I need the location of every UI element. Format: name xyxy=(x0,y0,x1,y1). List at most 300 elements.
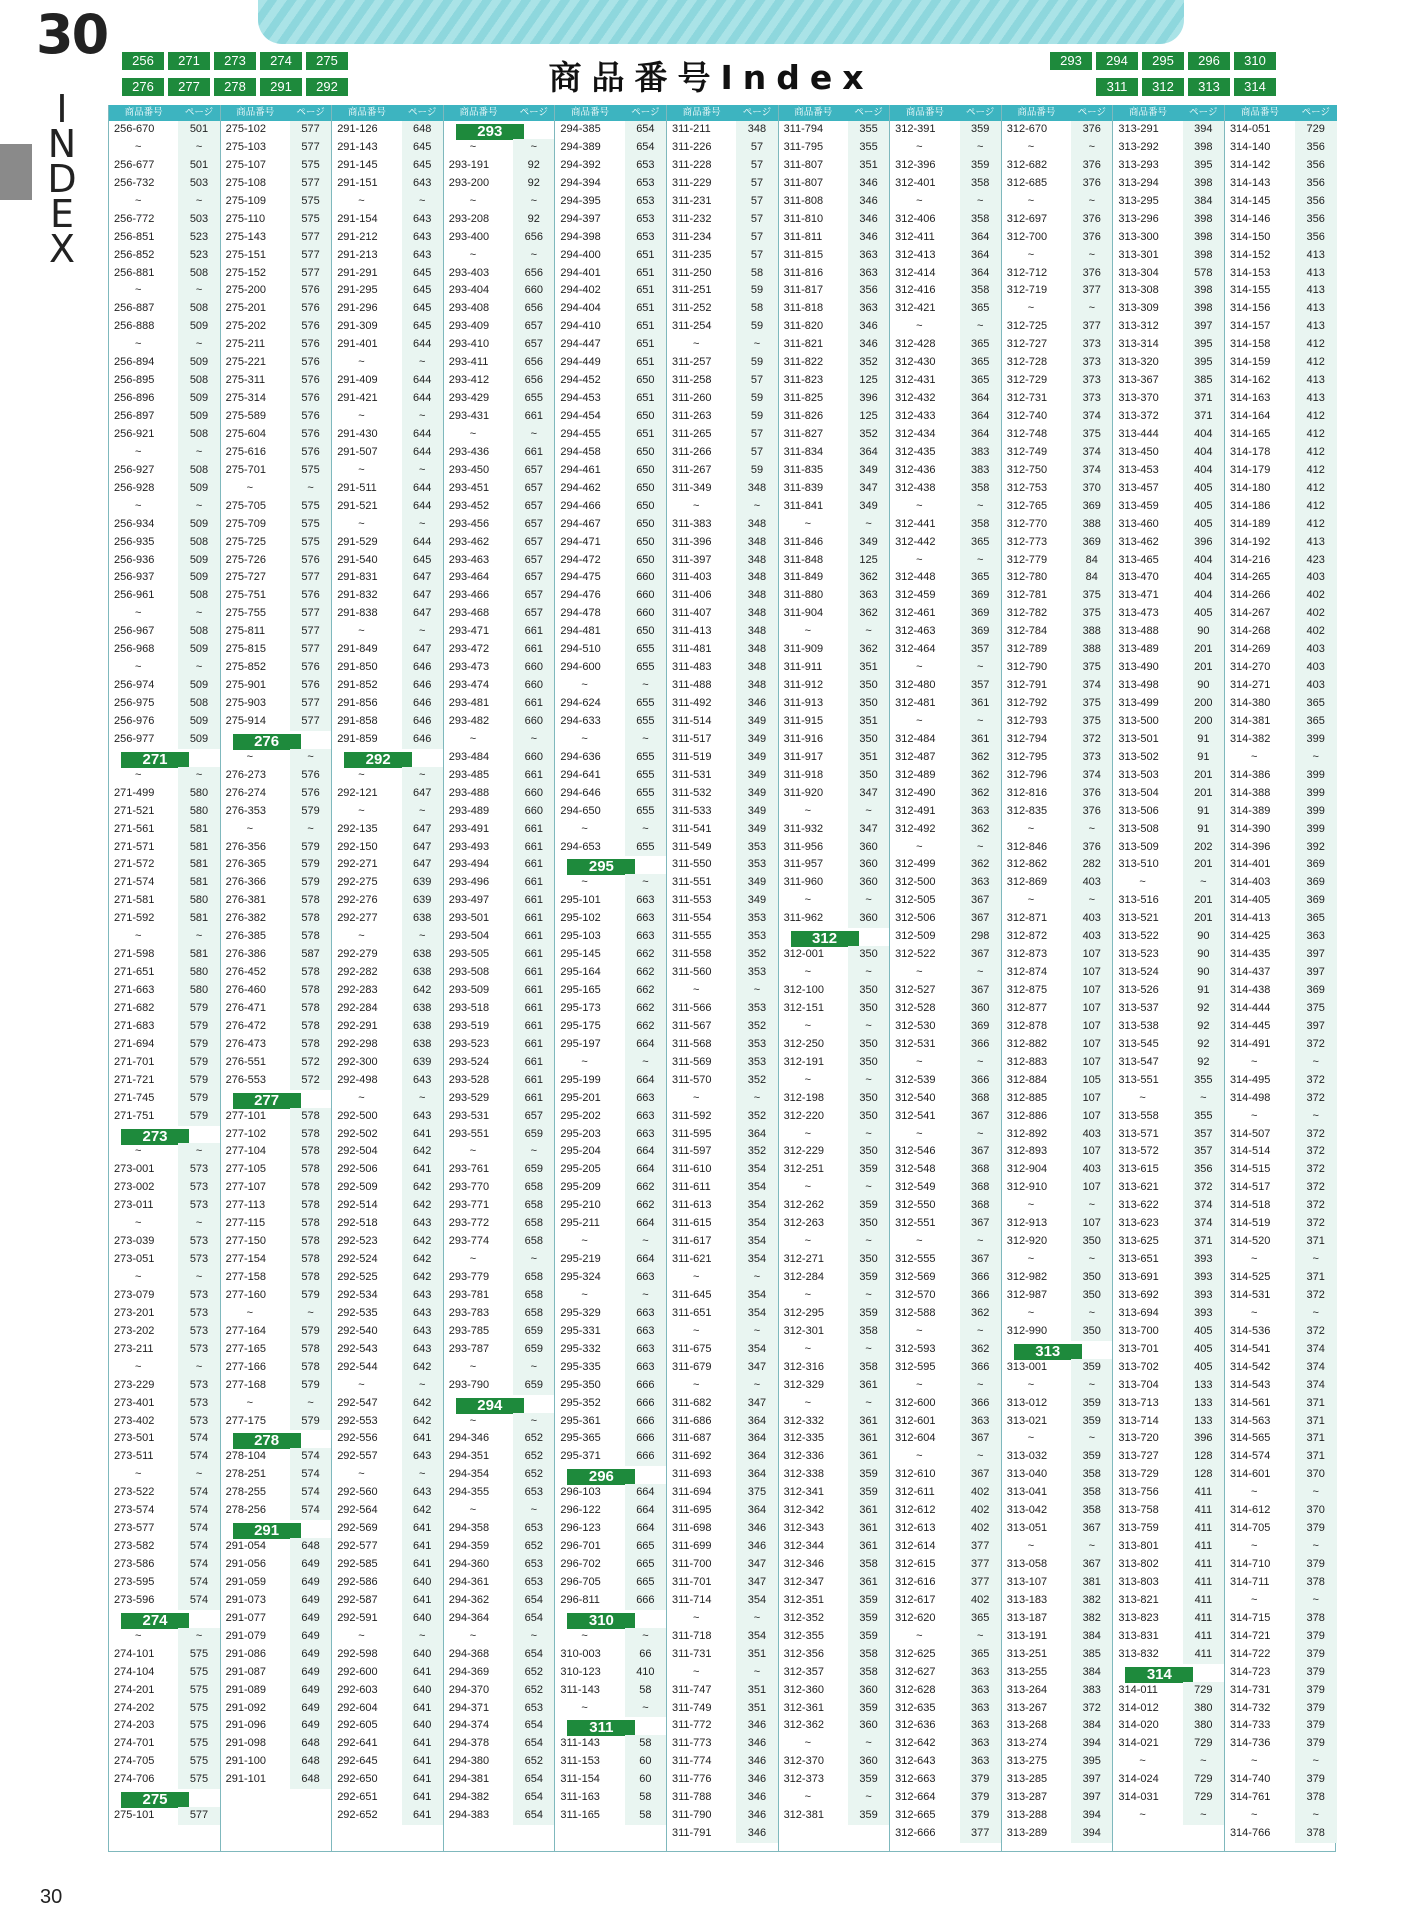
product-number: 313-651 xyxy=(1118,1253,1159,1266)
table-row xyxy=(890,247,1001,265)
product-number: 292-600 xyxy=(337,1665,378,1678)
table-row xyxy=(555,1430,666,1448)
page-ref: 576 xyxy=(290,318,331,336)
table-row xyxy=(779,767,890,785)
page-ref: 394 xyxy=(1071,1735,1112,1753)
page-ref: 661 xyxy=(513,1090,554,1108)
product-number: 311-407 xyxy=(671,607,712,620)
header-page: ページ xyxy=(742,107,772,118)
table-row xyxy=(667,480,778,498)
range-badge: 276 xyxy=(122,78,164,96)
page-ref: 501 xyxy=(178,157,219,175)
table-row xyxy=(1002,229,1113,247)
page-ref: 653 xyxy=(625,193,666,211)
table-row xyxy=(779,569,890,587)
page-ref: ~ xyxy=(1295,1538,1337,1556)
product-number: 314-491 xyxy=(1229,1037,1271,1050)
table-row xyxy=(109,1520,220,1538)
table-row xyxy=(444,1592,555,1610)
product-number: 312-910 xyxy=(1006,1181,1048,1194)
page-ref: 646 xyxy=(402,731,443,749)
page-ref: 349 xyxy=(736,731,777,749)
product-number: 293-191 xyxy=(448,158,490,171)
page-ref: ~ xyxy=(736,1664,777,1682)
product-number: 273-574 xyxy=(114,1504,155,1517)
product-number: 294-400 xyxy=(560,248,601,261)
table-row xyxy=(1002,1753,1113,1771)
product-number: 292-652 xyxy=(337,1809,378,1822)
table-row xyxy=(221,1072,332,1090)
table-row xyxy=(1225,139,1337,157)
table-row xyxy=(555,462,666,480)
product-number: 275-755 xyxy=(225,607,266,620)
table-row xyxy=(221,677,332,695)
product-number: ~ xyxy=(135,1145,142,1158)
range-badge: 292 xyxy=(306,78,348,96)
table-row xyxy=(221,856,332,874)
table-row xyxy=(221,713,332,731)
product-number: 292-525 xyxy=(337,1271,378,1283)
page-ref: ~ xyxy=(1183,1090,1224,1108)
product-number: 314-711 xyxy=(1229,1575,1270,1588)
product-number: 312-779 xyxy=(1006,553,1048,566)
page-title: 商品番号Index xyxy=(548,58,874,97)
table-row xyxy=(555,623,666,641)
page-ref: 641 xyxy=(402,1126,443,1144)
product-number: 312-697 xyxy=(1006,212,1048,225)
product-number: 312-892 xyxy=(1006,1127,1048,1140)
range-badge: 291 xyxy=(260,78,302,96)
page-ref: 107 xyxy=(1071,982,1112,1000)
page-ref: 348 xyxy=(736,677,777,695)
page-ref: 369 xyxy=(960,587,1001,605)
page-ref: 574 xyxy=(290,1466,331,1484)
page-ref: 397 xyxy=(1071,1771,1112,1789)
table-row xyxy=(779,1753,890,1771)
product-number: 311-920 xyxy=(783,786,824,799)
product-number: 275-221 xyxy=(225,356,266,369)
product-number: 312-438 xyxy=(895,481,936,494)
product-number: ~ xyxy=(469,1629,477,1642)
product-number: 256-936 xyxy=(114,553,155,566)
product-number: 311-823 xyxy=(783,374,824,387)
table-row xyxy=(667,318,778,336)
product-number: 293-468 xyxy=(448,607,490,620)
table-row xyxy=(890,1717,1001,1735)
table-row xyxy=(667,767,778,785)
table-row xyxy=(332,1036,443,1054)
section-badge: 275 xyxy=(109,1789,220,1807)
table-row xyxy=(1002,408,1113,426)
table-row xyxy=(1225,1036,1337,1054)
product-number: 292-543 xyxy=(337,1342,378,1355)
table-row xyxy=(779,1269,890,1287)
product-number: 314-179 xyxy=(1229,463,1271,476)
product-number: 312-987 xyxy=(1006,1288,1048,1301)
table-row xyxy=(779,1395,890,1413)
product-number: 313-187 xyxy=(1006,1611,1048,1624)
product-number: 313-450 xyxy=(1118,445,1159,458)
table-row xyxy=(890,265,1001,283)
product-number: 313-523 xyxy=(1118,948,1159,961)
product-number: 291-126 xyxy=(337,123,378,135)
product-number: 312-540 xyxy=(895,1091,936,1104)
product-number: 295-145 xyxy=(560,948,601,961)
page-ref: 84 xyxy=(1071,552,1112,570)
page-ref: 581 xyxy=(178,839,219,857)
page-ref: 651 xyxy=(625,247,666,265)
product-number: ~ xyxy=(1027,1199,1035,1212)
product-number: ~ xyxy=(1027,194,1035,207)
product-number: 311-816 xyxy=(783,266,824,279)
table-row xyxy=(221,910,332,928)
page-ref: 655 xyxy=(625,641,666,659)
page-ref: 359 xyxy=(1071,1395,1112,1413)
product-number: 314-731 xyxy=(1229,1683,1271,1696)
table-row xyxy=(332,1520,443,1538)
table-row xyxy=(221,462,332,480)
product-number: 312-612 xyxy=(895,1504,936,1517)
table-row xyxy=(221,444,332,462)
page-ref: 360 xyxy=(848,839,889,857)
product-number: 314-386 xyxy=(1229,768,1271,781)
product-number: 314-164 xyxy=(1229,410,1271,422)
table-row xyxy=(332,1735,443,1753)
product-number: ~ xyxy=(581,679,588,692)
page-ref: ~ xyxy=(402,1466,443,1484)
side-tab-marker xyxy=(0,144,32,200)
product-number: ~ xyxy=(1027,1432,1035,1445)
table-row xyxy=(444,265,555,283)
table-row xyxy=(779,408,890,426)
table-row xyxy=(109,839,220,857)
page-ref: 652 xyxy=(513,1682,554,1700)
table-row xyxy=(779,1090,890,1108)
product-number: 292-502 xyxy=(337,1127,378,1140)
page-ref: 661 xyxy=(513,1000,554,1018)
page-ref: 359 xyxy=(848,1466,889,1484)
page-ref: 377 xyxy=(960,1538,1001,1556)
product-number: 312-151 xyxy=(783,1001,824,1014)
table-row xyxy=(779,785,890,803)
page-ref: 509 xyxy=(178,731,219,749)
page-ref: ~ xyxy=(513,731,554,749)
product-number: 275-109 xyxy=(225,194,266,207)
product-number: 312-548 xyxy=(895,1163,936,1176)
product-number: 291-521 xyxy=(337,499,378,512)
table-row xyxy=(109,803,220,821)
table-row xyxy=(444,1556,555,1574)
table-row xyxy=(444,964,555,982)
page-ref: ~ xyxy=(402,193,443,211)
product-number: ~ xyxy=(804,1396,811,1409)
page-ref: 349 xyxy=(848,462,889,480)
table-row xyxy=(221,1502,332,1520)
page-ref: 412 xyxy=(1295,498,1337,516)
table-row xyxy=(1225,1664,1337,1682)
page-ref: 362 xyxy=(960,856,1001,874)
page-ref: ~ xyxy=(402,767,443,785)
table-row xyxy=(221,1646,332,1664)
product-number: 294-646 xyxy=(560,786,601,799)
page-ref: 574 xyxy=(290,1502,331,1520)
product-number: 292-645 xyxy=(337,1755,378,1768)
product-number: 311-228 xyxy=(671,158,712,171)
table-row xyxy=(890,1287,1001,1305)
table-row xyxy=(1113,587,1224,605)
table-row xyxy=(1225,1197,1337,1215)
page-ref: 57 xyxy=(736,229,777,247)
product-number: 312-795 xyxy=(1006,750,1048,763)
product-number: 275-811 xyxy=(225,625,266,638)
table-row xyxy=(109,910,220,928)
product-number: 291-295 xyxy=(337,284,378,297)
product-number: 293-431 xyxy=(448,410,490,422)
table-row xyxy=(444,336,555,354)
table-row xyxy=(1002,605,1113,623)
table-row xyxy=(890,1090,1001,1108)
product-number: 311-651 xyxy=(671,1306,712,1319)
page-ref: 372 xyxy=(1295,1179,1337,1197)
table-row xyxy=(1002,1179,1113,1197)
product-number: 277-113 xyxy=(225,1199,266,1212)
product-number: 312-355 xyxy=(783,1629,824,1642)
table-row xyxy=(444,157,555,175)
table-row xyxy=(221,1143,332,1161)
table-row xyxy=(109,1018,220,1036)
page-ref: 509 xyxy=(178,480,219,498)
product-number: 312-753 xyxy=(1006,481,1048,494)
product-number: 311-675 xyxy=(671,1342,712,1355)
table-row xyxy=(667,1753,778,1771)
table-row xyxy=(667,444,778,462)
page-ref: 388 xyxy=(1071,641,1112,659)
product-number: 314-031 xyxy=(1118,1791,1159,1804)
product-number: 292-271 xyxy=(337,858,378,871)
table-row xyxy=(890,1664,1001,1682)
page-ref: 508 xyxy=(178,265,219,283)
table-row xyxy=(555,587,666,605)
table-row xyxy=(555,1036,666,1054)
product-number: 294-447 xyxy=(560,338,601,351)
page-ref: 661 xyxy=(513,695,554,713)
page-ref: 363 xyxy=(848,265,889,283)
table-row xyxy=(1113,1592,1224,1610)
page-ref: 661 xyxy=(513,1018,554,1036)
product-number: 313-521 xyxy=(1118,912,1159,925)
product-number: 314-150 xyxy=(1229,230,1271,243)
table-row xyxy=(1002,300,1113,318)
page-ref: 363 xyxy=(960,1664,1001,1682)
table-row xyxy=(1225,318,1337,336)
table-row xyxy=(109,1036,220,1054)
table-row xyxy=(555,1520,666,1538)
table-row xyxy=(1002,713,1113,731)
page-ref: 575 xyxy=(178,1664,219,1682)
table-row xyxy=(444,1126,555,1144)
table-row xyxy=(221,1054,332,1072)
product-number: 294-458 xyxy=(560,445,601,458)
table-row xyxy=(779,1126,890,1144)
product-number: 312-522 xyxy=(895,948,936,961)
table-row xyxy=(109,1717,220,1735)
page-ref: 577 xyxy=(290,139,331,157)
page-ref: 369 xyxy=(960,623,1001,641)
page-ref: 573 xyxy=(178,1377,219,1395)
product-number: ~ xyxy=(135,1629,142,1642)
product-number: 256-937 xyxy=(114,571,155,584)
table-row xyxy=(1002,1520,1113,1538)
page-ref: 362 xyxy=(848,641,889,659)
header-page: ページ xyxy=(1077,107,1106,118)
table-row xyxy=(221,1251,332,1269)
table-row xyxy=(1002,659,1113,677)
page-ref: 641 xyxy=(402,1592,443,1610)
page-ref: ~ xyxy=(513,1502,554,1520)
table-row xyxy=(779,157,890,175)
table-row xyxy=(221,1574,332,1592)
page-ref: 659 xyxy=(513,1161,554,1179)
product-number: 313-309 xyxy=(1118,302,1159,315)
table-row xyxy=(779,1054,890,1072)
page-ref: 638 xyxy=(402,1018,443,1036)
product-number: 312-570 xyxy=(895,1288,936,1301)
product-number: 312-406 xyxy=(895,212,936,225)
product-number: ~ xyxy=(1250,1540,1258,1553)
product-number: 312-791 xyxy=(1006,679,1048,692)
page-ref: 403 xyxy=(1071,1161,1112,1179)
table-row xyxy=(890,1179,1001,1197)
table-row xyxy=(555,121,666,139)
product-number: ~ xyxy=(358,463,365,476)
product-number: ~ xyxy=(581,1235,588,1248)
page-ref: 666 xyxy=(625,1448,666,1466)
table-row xyxy=(109,946,220,964)
table-row xyxy=(1113,516,1224,534)
table-row xyxy=(444,1341,555,1359)
page-ref: 357 xyxy=(1183,1126,1224,1144)
product-number: ~ xyxy=(916,1450,923,1463)
product-number: 312-541 xyxy=(895,1109,936,1122)
page-ref: 574 xyxy=(178,1538,219,1556)
product-number: 312-877 xyxy=(1006,1001,1048,1014)
product-number: ~ xyxy=(1250,750,1258,763)
page-ref: 369 xyxy=(1071,534,1112,552)
table-row xyxy=(1113,1520,1224,1538)
product-number: 312-610 xyxy=(895,1468,936,1481)
product-number: 293-508 xyxy=(448,966,490,979)
table-row xyxy=(444,928,555,946)
page-ref: 346 xyxy=(736,1717,777,1735)
product-number: 314-020 xyxy=(1118,1719,1159,1732)
product-number: 312-664 xyxy=(895,1791,936,1804)
table-row xyxy=(1002,1054,1113,1072)
table-row xyxy=(555,1126,666,1144)
table-row xyxy=(890,1538,1001,1556)
table-row xyxy=(667,1215,778,1233)
product-number: 311-226 xyxy=(671,140,712,153)
page-ref: 359 xyxy=(848,1484,889,1502)
page-ref: 360 xyxy=(848,1753,889,1771)
page-ref: 349 xyxy=(736,803,777,821)
table-row xyxy=(555,1341,666,1359)
table-row xyxy=(1225,874,1337,892)
page-ref: ~ xyxy=(848,1341,889,1359)
product-number: 311-263 xyxy=(671,410,712,422)
page-ref: 663 xyxy=(625,892,666,910)
table-row xyxy=(109,731,220,749)
table-row xyxy=(890,1682,1001,1700)
product-number: 294-389 xyxy=(560,140,601,153)
page-ref: ~ xyxy=(513,139,554,157)
section-badge: 294 xyxy=(444,1395,555,1413)
table-row xyxy=(1002,1090,1113,1108)
table-row xyxy=(555,1072,666,1090)
product-number: 273-002 xyxy=(114,1181,155,1194)
page-ref: 363 xyxy=(848,300,889,318)
product-number: 314-723 xyxy=(1229,1665,1271,1678)
product-number: 314-495 xyxy=(1229,1073,1271,1086)
table-row xyxy=(555,641,666,659)
table-row xyxy=(1225,1413,1337,1431)
table-row xyxy=(1113,1377,1224,1395)
product-number: ~ xyxy=(469,194,477,207)
page-ref: 656 xyxy=(513,354,554,372)
product-number: 312-765 xyxy=(1006,499,1048,512)
table-row xyxy=(890,731,1001,749)
table-row xyxy=(109,1323,220,1341)
table-row xyxy=(667,1413,778,1431)
page-ref: 200 xyxy=(1183,695,1224,713)
page-ref: 650 xyxy=(625,552,666,570)
table-row xyxy=(667,247,778,265)
page-ref: 354 xyxy=(736,1251,777,1269)
range-badge: 275 xyxy=(306,52,348,70)
table-row xyxy=(779,659,890,677)
page-ref: 412 xyxy=(1295,336,1337,354)
table-row xyxy=(779,444,890,462)
product-number: 294-392 xyxy=(560,158,601,171)
product-number: ~ xyxy=(358,768,365,781)
table-row xyxy=(109,1233,220,1251)
page-ref: 364 xyxy=(736,1430,777,1448)
product-number: 313-462 xyxy=(1118,535,1159,548)
product-number: 311-848 xyxy=(783,553,824,566)
page-ref: 647 xyxy=(402,839,443,857)
product-number: 313-714 xyxy=(1118,1414,1159,1427)
product-number: 291-832 xyxy=(337,589,378,602)
product-number: 314-163 xyxy=(1229,392,1271,405)
page-ref: 649 xyxy=(290,1592,331,1610)
page-ref: 651 xyxy=(625,390,666,408)
page-ref: 361 xyxy=(848,1413,889,1431)
table-row xyxy=(444,803,555,821)
page-ref: 90 xyxy=(1183,677,1224,695)
page-ref: 643 xyxy=(402,247,443,265)
page-ref: 575 xyxy=(178,1735,219,1753)
page-ref: 660 xyxy=(513,785,554,803)
table-row xyxy=(1002,282,1113,300)
table-row xyxy=(221,354,332,372)
page-ref: 576 xyxy=(290,677,331,695)
page-ref: 503 xyxy=(178,175,219,193)
product-number: 314-435 xyxy=(1229,948,1271,961)
index-column xyxy=(444,105,556,1851)
page-ref: ~ xyxy=(848,1233,889,1251)
product-number: 256-961 xyxy=(114,589,155,602)
product-number: 292-291 xyxy=(337,1019,378,1032)
product-number: 312-346 xyxy=(783,1558,824,1570)
